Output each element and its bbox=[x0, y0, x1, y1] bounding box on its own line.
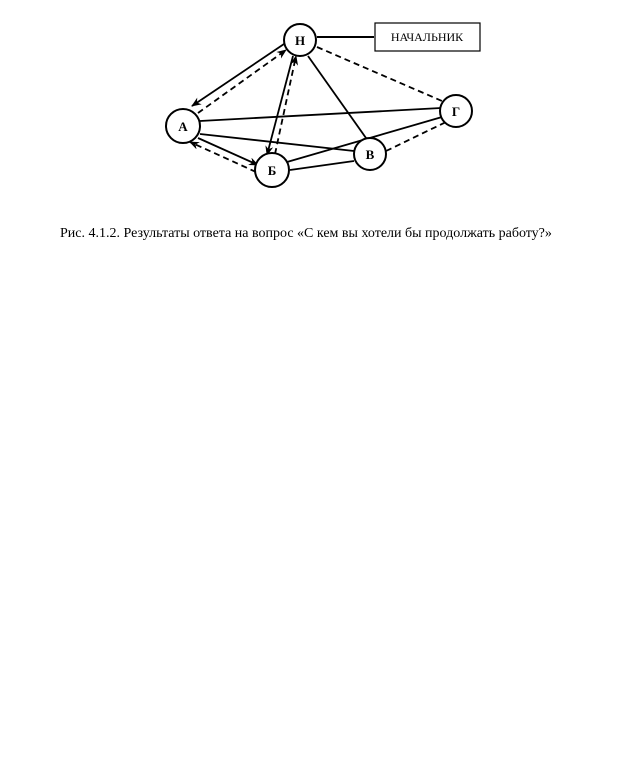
node-a bbox=[166, 109, 200, 143]
node-a-label: А bbox=[178, 119, 188, 134]
edge-n-v bbox=[308, 56, 366, 138]
boss-box bbox=[375, 23, 480, 51]
node-n bbox=[284, 24, 316, 56]
arrow-a-to-b bbox=[198, 138, 258, 165]
node-n-label: Н bbox=[294, 33, 306, 48]
figure-caption: Рис. 4.1.2. Результаты ответа на вопрос «С кем вы хотели бы продолжать работу?» bbox=[60, 226, 552, 241]
arrow-n-to-b bbox=[267, 56, 293, 155]
arrow-b-to-a-dashed bbox=[190, 142, 256, 172]
node-b-label: Б bbox=[267, 163, 277, 178]
edge-v-g-dashed bbox=[386, 122, 446, 151]
edge-a-g bbox=[200, 108, 441, 121]
node-v-label: В bbox=[365, 147, 375, 162]
node-v bbox=[354, 138, 386, 170]
arrow-n-to-a bbox=[192, 44, 284, 106]
edge-b-v bbox=[290, 161, 354, 170]
boss-label: НАЧАЛЬНИК bbox=[390, 30, 464, 44]
arrow-b-to-n-dashed bbox=[275, 56, 296, 154]
node-b bbox=[255, 153, 289, 187]
sociogram-diagram bbox=[0, 0, 640, 215]
edge-n-g-dashed bbox=[317, 47, 442, 101]
arrow-a-to-n-dashed bbox=[198, 50, 286, 113]
node-g-label: Г bbox=[451, 104, 461, 119]
node-g bbox=[440, 95, 472, 127]
